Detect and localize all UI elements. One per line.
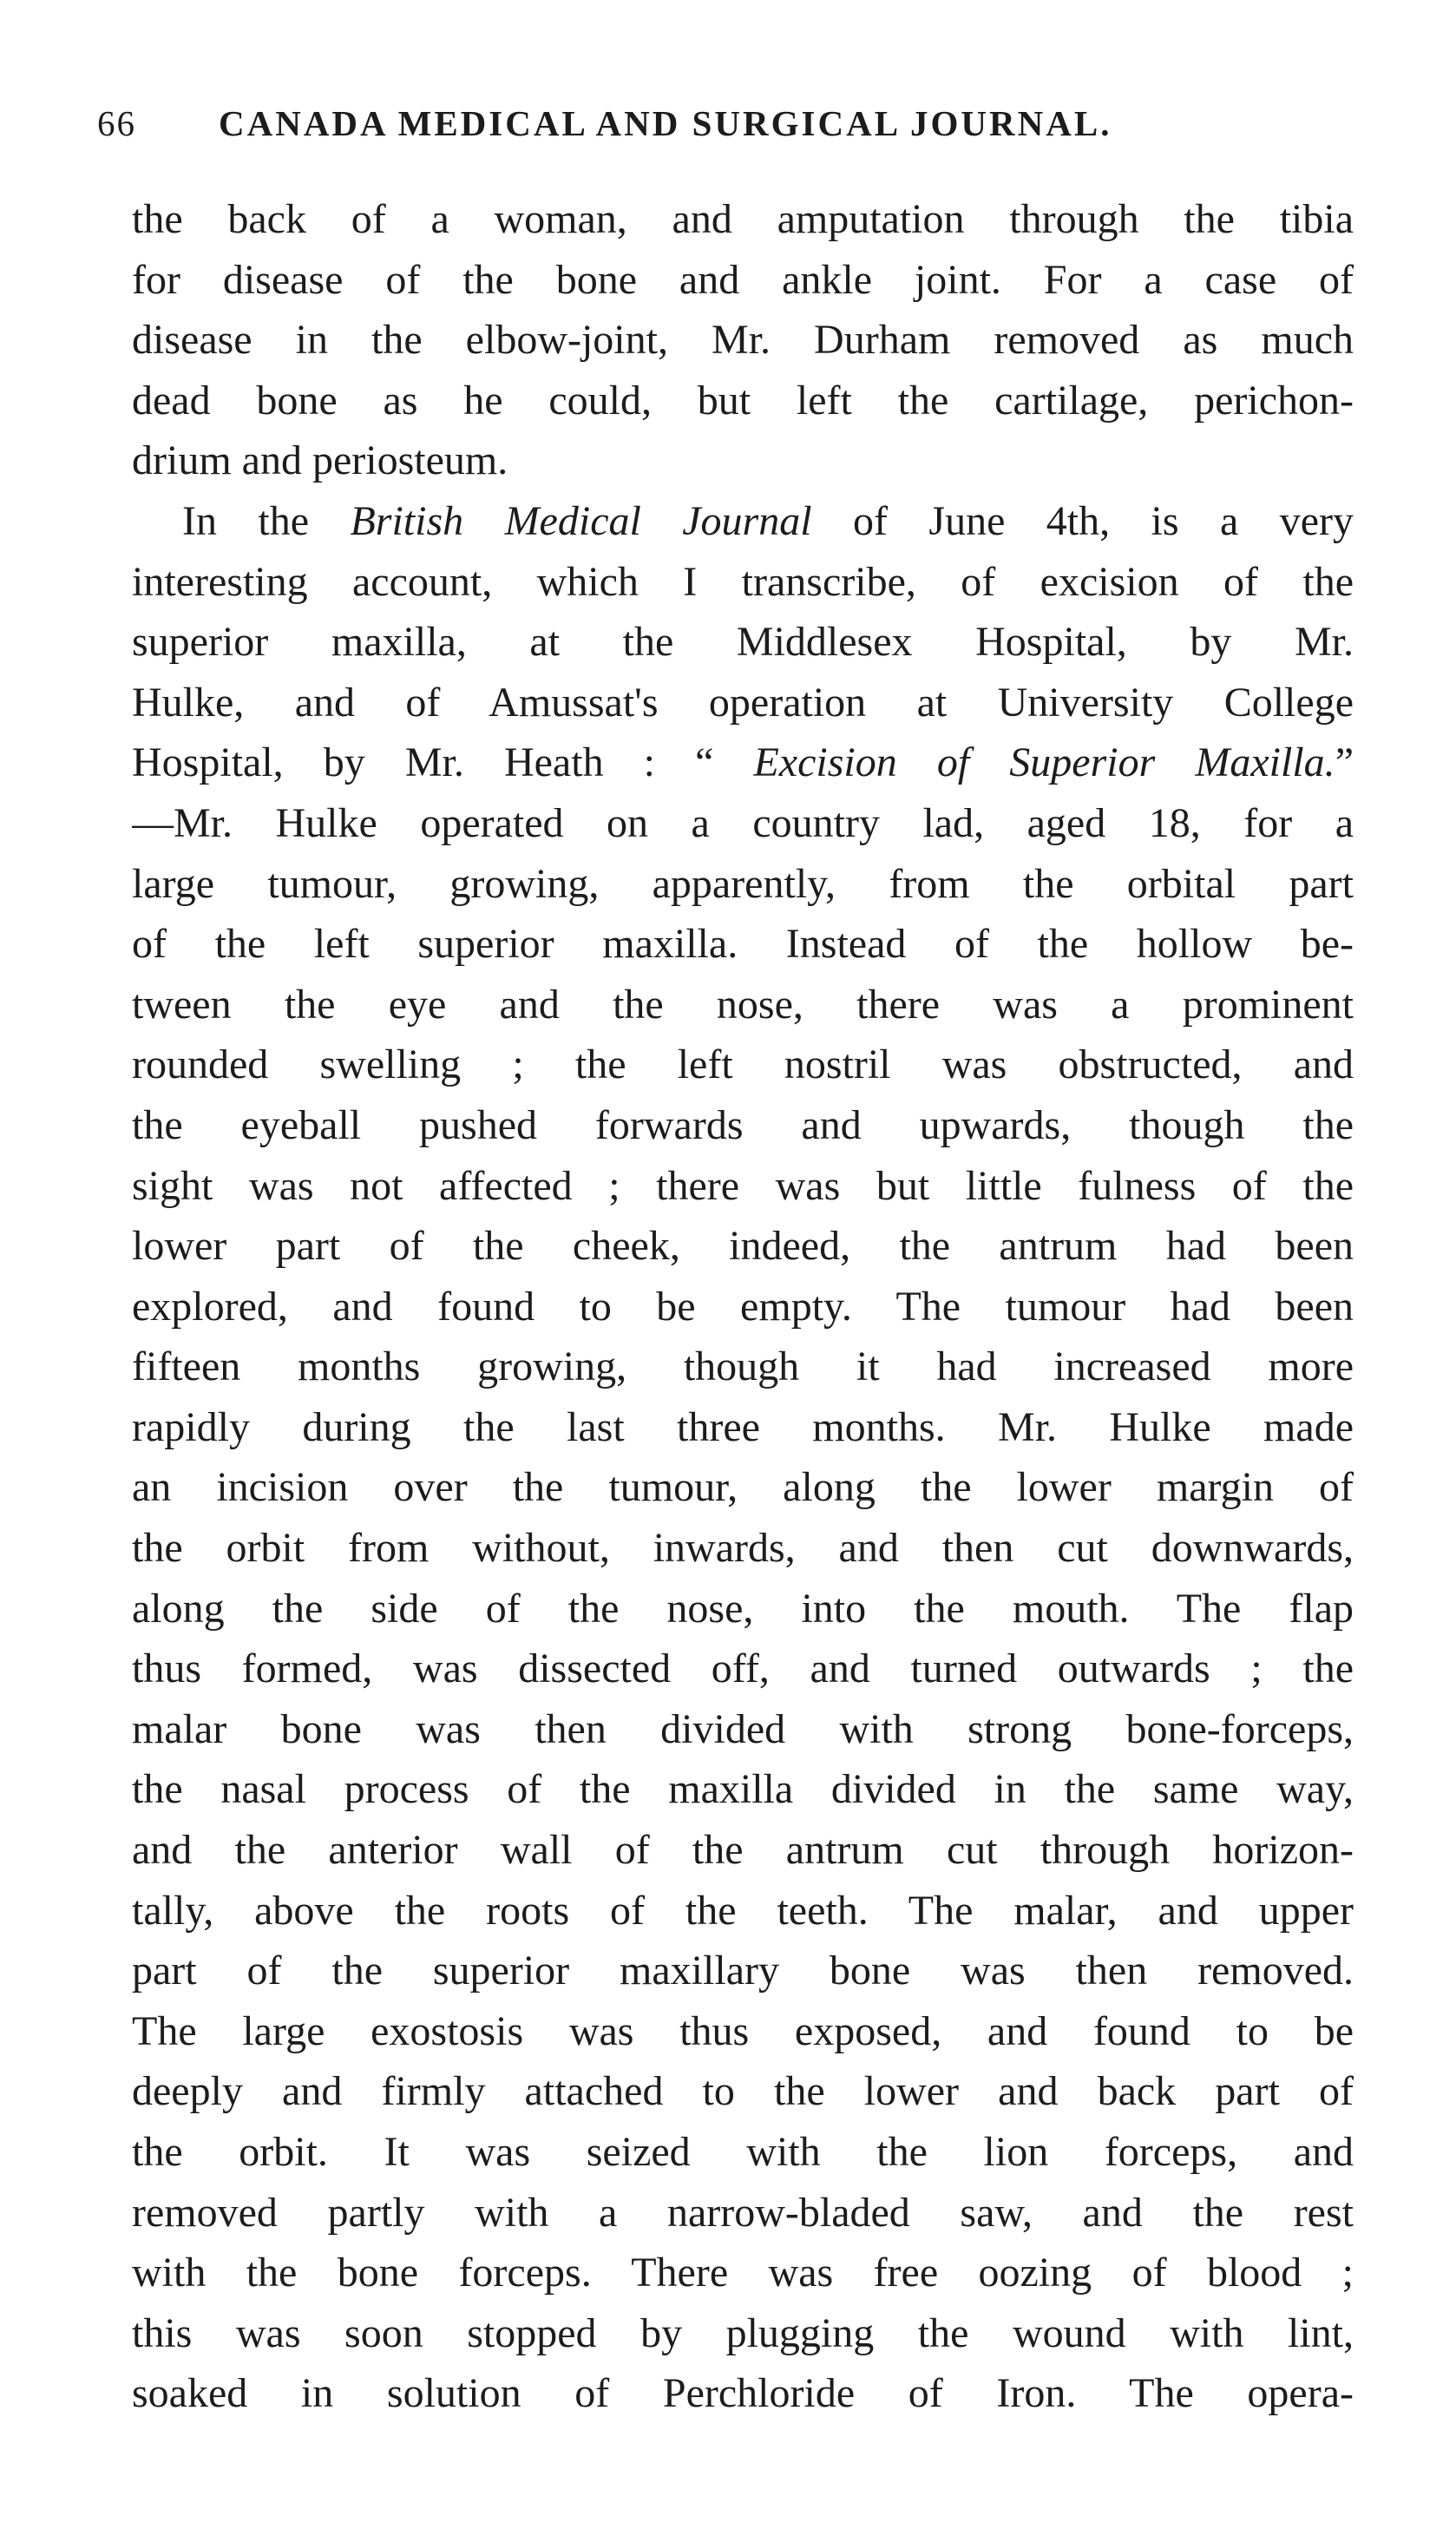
text-line: the eyeball pushed forwards and upwards, though the (132, 1101, 1354, 1148)
text-line (132, 732, 1354, 793)
running-title: CANADA MEDICAL AND SURGICAL JOURNAL. (219, 103, 1112, 143)
text-line: sight was not affected ; there was but little fulness of the (132, 1162, 1354, 1209)
text-line: rounded swelling ; the left nostril was obstructed, and (132, 1041, 1354, 1088)
page-number: 66 (97, 103, 136, 143)
text-line: rapidly during the last three months. Mr. Hulke made (132, 1403, 1354, 1450)
text-line: the back of a woman, and amputation through the tibia (132, 196, 1354, 242)
text-line: dead bone as he could, but left the cartilage, perichon- (132, 377, 1354, 424)
text-run: of June 4th, is a very (811, 497, 1354, 544)
text-line: drium and periosteum. (132, 437, 508, 484)
text-line: an incision over the tumour, along the lower margin of (132, 1464, 1354, 1511)
text-line: The large exostosis was thus exposed, and found to be (132, 2007, 1354, 2054)
text-line: the nasal process of the maxilla divided in the same way, (132, 1766, 1354, 1813)
text-line: this was soon stopped by plugging the wound with lint, (132, 2309, 1354, 2356)
text-line: superior maxilla, at the Middlesex Hospital, by Mr. (132, 619, 1354, 666)
text-line: for disease of the bone and ankle joint. For a case of (132, 256, 1354, 303)
running-header (97, 102, 1355, 154)
text-line: interesting account, which I transcribe, of excision of the (132, 558, 1354, 605)
text-line: tally, above the roots of the teeth. The malar, and upper (132, 1887, 1354, 1934)
text-line: of the left superior maxilla. Instead of the hollow be- (132, 921, 1354, 968)
text-line: lower part of the cheek, indeed, the antrum had been (132, 1223, 1354, 1270)
text-line: —Mr. Hulke operated on a country lad, aged 18, for a (132, 799, 1354, 846)
text-line: tween the eye and the nose, there was a prominent (132, 981, 1354, 1028)
text-line: Hulke, and of Amussat's operation at University College (132, 679, 1354, 726)
text-line: fifteen months growing, though it had increased more (132, 1343, 1354, 1390)
text-run: ” (1335, 739, 1354, 786)
text-line: thus formed, was dissected off, and turned outwards ; the (132, 1645, 1354, 1692)
text-line: large tumour, growing, apparently, from the orbital part (132, 860, 1354, 907)
text-line: part of the superior maxillary bone was then removed. (132, 1948, 1354, 1994)
text-line: explored, and found to be empty. The tumour had been (132, 1283, 1354, 1330)
text-line (132, 2424, 1354, 2485)
text-line: with the bone forceps. There was free oozing of blood ; (132, 2250, 1354, 2296)
text-line: the orbit. It was seized with the lion forceps, and (132, 2129, 1354, 2175)
text-line: malar bone was then divided with strong bone-forceps, (132, 1705, 1354, 1752)
journal-title-italic: British Medical Journal (350, 497, 812, 544)
text-line: the orbit from without, inwards, and then cut downwards, (132, 1525, 1354, 1572)
body-text (132, 189, 1354, 2485)
text-line: soaked in solution of Perchloride of Iron. The opera- (132, 2370, 1354, 2417)
text-line (132, 491, 1354, 552)
text-line: and the anterior wall of the antrum cut through horizon- (132, 1827, 1354, 1874)
section-title-italic: Excision of Superior Maxilla. (753, 739, 1335, 786)
text-line: disease in the elbow-joint, Mr. Durham removed as much (132, 317, 1354, 364)
text-line: along the side of the nose, into the mouth. The flap (132, 1585, 1354, 1632)
text-line: deeply and firmly attached to the lower and back part of (132, 2068, 1354, 2115)
text-line: removed partly with a narrow-bladed saw, and the rest (132, 2189, 1354, 2236)
text-run: Hospital, by Mr. Heath : “ (132, 739, 754, 786)
text-run: In the (182, 497, 351, 544)
